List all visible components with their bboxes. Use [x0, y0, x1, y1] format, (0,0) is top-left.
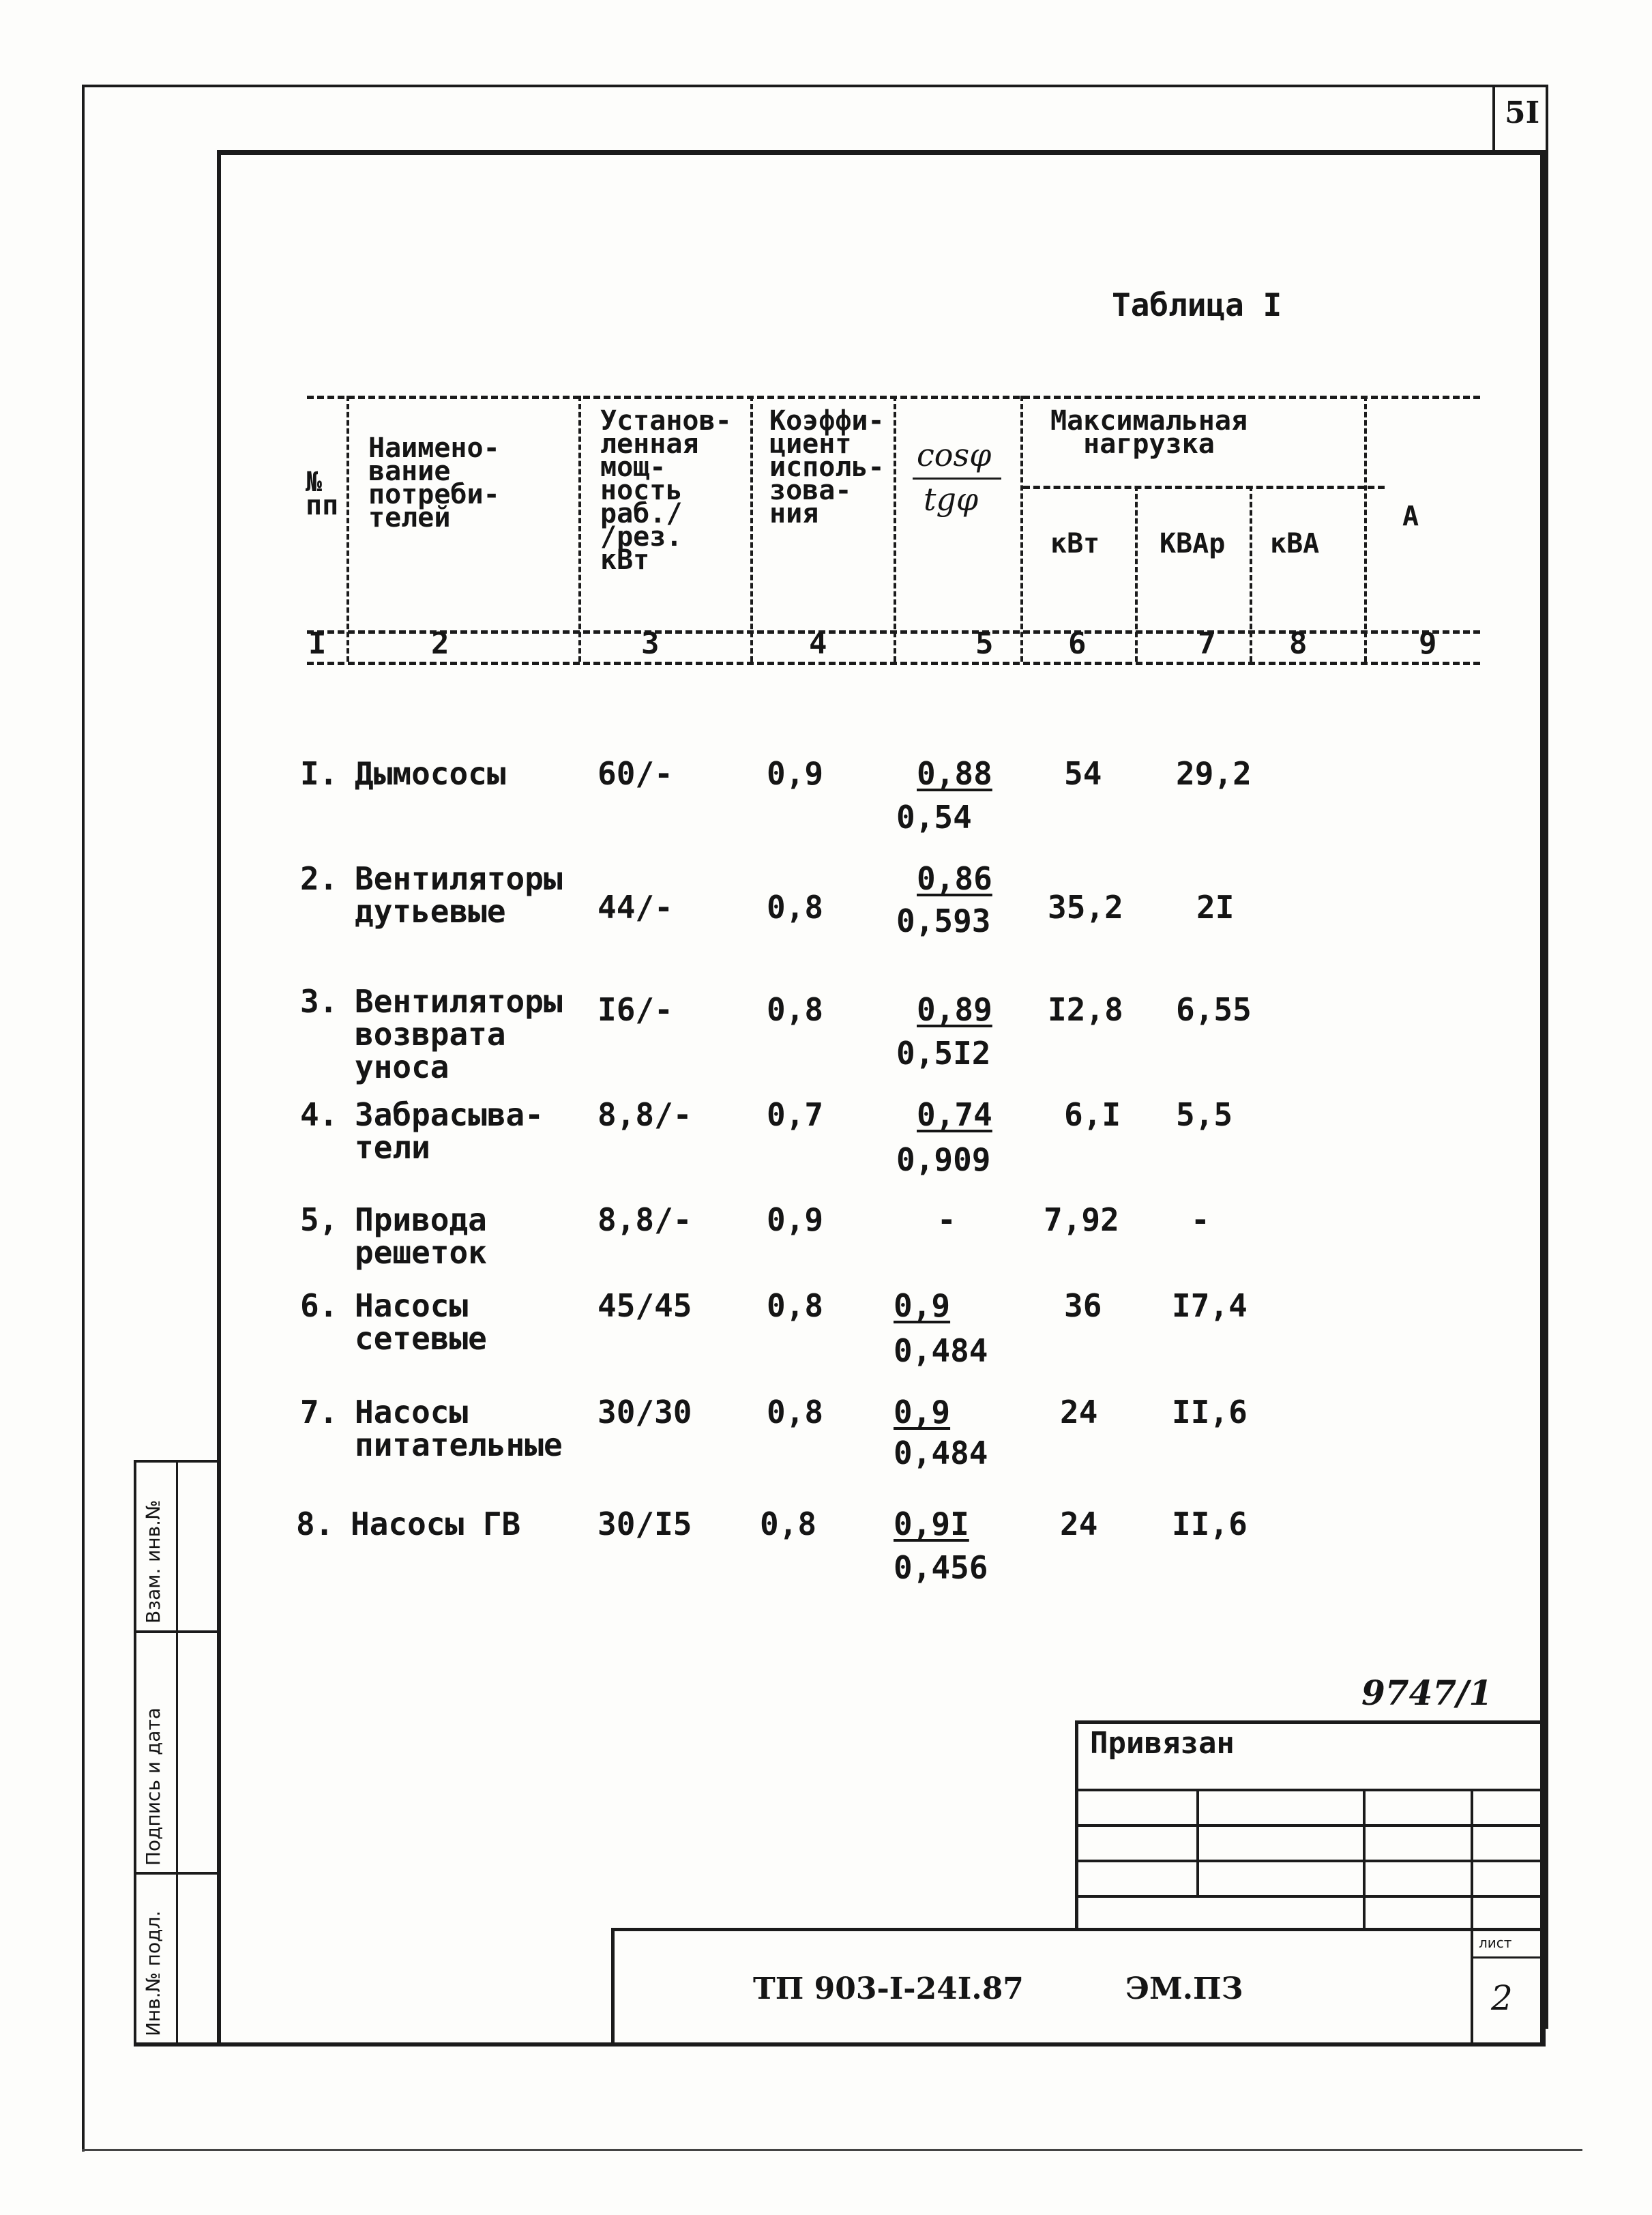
- titleblock-sheet-label: лист: [1479, 1935, 1512, 1951]
- inner-frame-left: [217, 150, 221, 2047]
- inner-frame-right: [1540, 150, 1546, 2047]
- titleblock-sheet-number: 2: [1491, 1978, 1513, 2018]
- row-7-name: Насосы питательные: [355, 1394, 563, 1463]
- side-column-mid: [176, 1460, 178, 2047]
- row-6-kw: 36: [1064, 1287, 1102, 1324]
- header-mid-rule: [1023, 486, 1385, 489]
- row-7-coef: 0,8: [767, 1394, 824, 1431]
- header-kva: кВА: [1270, 528, 1320, 559]
- header-cos: cosφ: [917, 437, 992, 473]
- header-sep-4: [894, 396, 896, 662]
- stamp-col-2: [1363, 1789, 1366, 1929]
- titleblock-code: ТП 903-I-24I.87: [753, 1971, 1024, 2006]
- row-1-cos: 0,88: [917, 755, 992, 792]
- row-3-kvar: 6,55: [1176, 991, 1252, 1028]
- row-4-kvar: 5,5: [1176, 1096, 1233, 1133]
- row-5-kw: 7,92: [1044, 1201, 1119, 1238]
- row-2-cos: 0,86: [917, 860, 992, 897]
- row-1-tg: 0,54: [896, 799, 972, 836]
- header-name: Наимено- вание потреби- телей: [368, 432, 500, 533]
- outer-frame-top: [82, 85, 1548, 87]
- outer-frame-right: [1546, 85, 1548, 2029]
- row-1-power: 60/-: [598, 755, 673, 792]
- row-8-tg: 0,456: [894, 1549, 988, 1586]
- stamp-label: Привязан: [1090, 1726, 1235, 1761]
- side-column-top: [134, 1460, 218, 1463]
- row-3-tg: 0,5I2: [896, 1035, 991, 1072]
- row-6-cos: 0,9: [894, 1287, 951, 1324]
- row-8-power: 30/I5: [598, 1506, 692, 1542]
- row-4-power: 8,8/-: [598, 1096, 692, 1133]
- row-4-kw: 6,I: [1064, 1096, 1121, 1133]
- col-number-7: 7: [1198, 626, 1216, 661]
- col-number-4: 4: [809, 626, 827, 661]
- row-1-name: Дымососы: [355, 755, 506, 792]
- header-kvar: КВАр: [1160, 528, 1226, 559]
- header-sep-2: [578, 396, 581, 662]
- header-sep-3: [750, 396, 753, 662]
- row-2-kvar: 2I: [1196, 889, 1235, 926]
- inner-frame-bottom: [134, 2042, 1546, 2047]
- row-8-kw: 24: [1060, 1506, 1098, 1542]
- row-8-kvar: II,6: [1172, 1506, 1248, 1542]
- header-tg: tgφ: [924, 481, 979, 518]
- row-3-no: 3.: [300, 983, 338, 1020]
- row-4-no: 4.: [300, 1096, 338, 1133]
- titleblock-left: [611, 1928, 615, 2045]
- row-1-kvar: 29,2: [1176, 755, 1252, 792]
- row-1-coef: 0,9: [767, 755, 824, 792]
- outer-frame-left: [82, 85, 85, 2152]
- row-2-coef: 0,8: [767, 889, 824, 926]
- header-sep-7: [1250, 486, 1252, 662]
- table-title: Таблица I: [1112, 287, 1282, 323]
- header-sep-6: [1135, 486, 1138, 662]
- col-number-8: 8: [1289, 626, 1308, 661]
- side-label-inventory: Инв.№ подл.: [142, 1910, 164, 2036]
- row-7-cos: 0,9: [894, 1394, 951, 1431]
- side-column-sep1: [134, 1630, 218, 1633]
- header-cos-tg-bar: [913, 478, 1001, 480]
- side-label-replace: Взам. инв.№: [142, 1499, 164, 1624]
- row-2-kw: 35,2: [1048, 889, 1123, 926]
- header-coef: Коэффи- циент исполь- зова- ния: [769, 405, 885, 529]
- row-8-coef: 0,8: [760, 1506, 817, 1542]
- outer-frame-bottom: [82, 2149, 1582, 2151]
- stamp-col-3: [1471, 1789, 1473, 1929]
- row-8-no: 8.: [296, 1506, 334, 1542]
- header-power: Установ- ленная мощ- ность раб./ /рез. кВт: [600, 405, 732, 576]
- side-label-signature: Подпись и дата: [142, 1707, 164, 1866]
- stamp-col-1: [1196, 1789, 1199, 1898]
- row-3-power: I6/-: [598, 991, 673, 1028]
- row-7-kvar: II,6: [1172, 1394, 1248, 1431]
- row-2-name: Вентиляторы дутьевые: [355, 860, 563, 930]
- titleblock-sheet-col: [1471, 1928, 1473, 2045]
- stamp-row-4: [1078, 1895, 1546, 1898]
- titleblock-section: ЭМ.ПЗ: [1125, 1971, 1243, 2006]
- row-3-name: Вентиляторы возврата уноса: [355, 983, 563, 1085]
- row-8-name: Насосы ГВ: [351, 1506, 521, 1542]
- col-number-6: 6: [1068, 626, 1087, 661]
- row-6-coef: 0,8: [767, 1287, 824, 1324]
- header-sep-8: [1364, 396, 1367, 662]
- inner-frame-top: [217, 150, 1548, 155]
- row-2-tg: 0,593: [896, 903, 991, 939]
- handwritten-number: 9747/1: [1361, 1673, 1493, 1713]
- side-column-sep2: [134, 1872, 218, 1875]
- header-maxload: Максимальная нагрузка: [1050, 405, 1248, 460]
- stamp-row-1: [1078, 1789, 1546, 1791]
- row-7-power: 30/30: [598, 1394, 692, 1431]
- side-column-left: [134, 1460, 136, 2047]
- row-6-kvar: I7,4: [1172, 1287, 1248, 1324]
- row-5-cos: -: [937, 1201, 956, 1238]
- row-4-cos: 0,74: [917, 1096, 992, 1133]
- col-number-1: I: [308, 626, 327, 661]
- col-number-3: 3: [641, 626, 660, 661]
- row-6-name: Насосы сетевые: [355, 1287, 487, 1357]
- header-sep-1: [346, 396, 349, 662]
- row-5-power: 8,8/-: [598, 1201, 692, 1238]
- row-6-no: 6.: [300, 1287, 338, 1324]
- row-7-kw: 24: [1060, 1394, 1098, 1431]
- titleblock-sheet-sep: [1471, 1956, 1546, 1959]
- header-a: А: [1402, 501, 1419, 532]
- stamp-row-2: [1078, 1824, 1546, 1827]
- page-number: 5I: [1505, 96, 1540, 130]
- header-no: № пп: [306, 467, 339, 521]
- row-4-name: Забрасыва- тели: [355, 1096, 544, 1166]
- row-2-no: 2.: [300, 860, 338, 897]
- row-4-tg: 0,909: [896, 1141, 991, 1178]
- row-2-power: 44/-: [598, 889, 673, 926]
- col-number-2: 2: [431, 626, 449, 661]
- header-bottom-rule-2: [307, 662, 1480, 665]
- row-6-tg: 0,484: [894, 1332, 988, 1369]
- col-number-5: 5: [975, 626, 994, 661]
- col-number-9: 9: [1419, 626, 1437, 661]
- page-number-box-left: [1492, 85, 1495, 150]
- row-3-kw: I2,8: [1048, 991, 1123, 1028]
- row-5-coef: 0,9: [767, 1201, 824, 1238]
- row-6-power: 45/45: [598, 1287, 692, 1324]
- row-7-no: 7.: [300, 1394, 338, 1431]
- stamp-top: [1078, 1720, 1546, 1724]
- row-5-no: 5,: [300, 1201, 338, 1238]
- row-1-no: I.: [300, 755, 338, 792]
- row-1-kw: 54: [1064, 755, 1102, 792]
- row-3-coef: 0,8: [767, 991, 824, 1028]
- row-4-coef: 0,7: [767, 1096, 824, 1133]
- row-5-name: Привода решеток: [355, 1201, 487, 1271]
- row-3-cos: 0,89: [917, 991, 992, 1028]
- row-7-tg: 0,484: [894, 1435, 988, 1471]
- row-8-cos: 0,9I: [894, 1506, 969, 1542]
- stamp-row-3: [1078, 1860, 1546, 1862]
- header-kw: кВт: [1050, 528, 1100, 559]
- header-sep-5: [1020, 396, 1023, 662]
- row-5-kvar: -: [1191, 1201, 1210, 1238]
- titleblock-top: [613, 1928, 1546, 1931]
